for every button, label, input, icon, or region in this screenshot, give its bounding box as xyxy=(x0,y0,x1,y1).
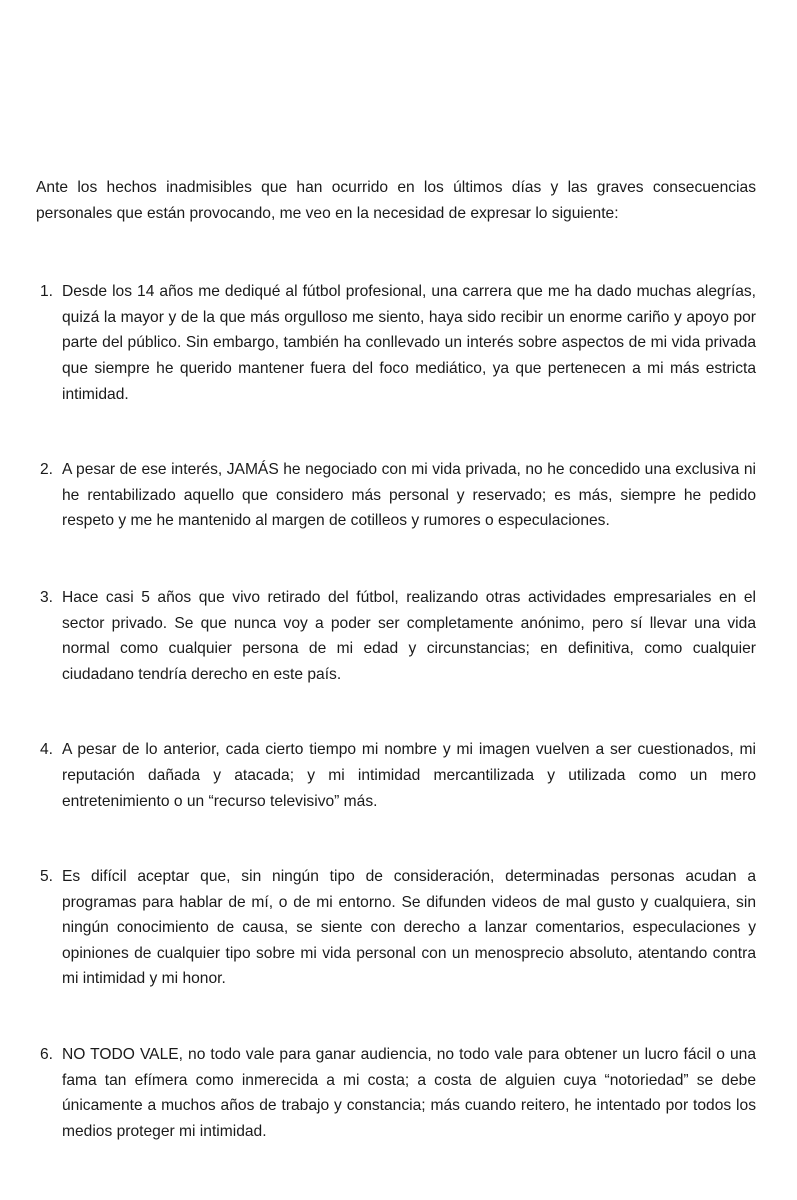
list-item xyxy=(36,457,756,534)
list-item xyxy=(36,864,756,992)
list-item xyxy=(36,585,756,687)
numbered-list xyxy=(36,279,756,1144)
list-item-number: 3. xyxy=(40,588,54,606)
list-item-number: 1. xyxy=(40,283,54,301)
list-item-text: Desde los 14 años me dediqué al fútbol profesional, una carrera que me ha dado muchas alegrías, quizá la mayor y de la que más orgulloso me siento, haya sido recibir un enorme cariño y apoyo por parte del público. Sin embargo, también ha conllevado un interés sobre aspectos de mi vida privada que siempre he querido mantener fuera del foco mediático, ya que pertenecen a mi más estricta intimidad. xyxy=(62,283,756,403)
list-item xyxy=(36,279,756,407)
list-item-text: NO TODO VALE, no todo vale para ganar audiencia, no todo vale para obtener un lucro fácil o una fama tan efímera como inmerecida a mi costa; a costa de alguien cuya “notoriedad” se debe únicamente a muchos años de trabajo y constancia; más cuando reitero, he intentado por todos los medios proteger mi intimidad. xyxy=(62,1046,756,1140)
list-item-number: 6. xyxy=(40,1046,54,1064)
list-item-number: 5. xyxy=(40,868,54,886)
list-item-text: A pesar de ese interés, JAMÁS he negociado con mi vida privada, no he concedido una exclusiva ni he rentabilizado aquello que considero más personal y reservado; es más, siempre he pedido respeto y me he mantenido al margen de cotilleos y rumores o especulaciones. xyxy=(62,461,756,530)
list-item xyxy=(36,1042,756,1144)
list-item-number: 4. xyxy=(40,741,54,759)
list-item-text: Es difícil aceptar que, sin ningún tipo de consideración, determinadas personas acudan a programas para hablar de mí, o de mi entorno. Se difunden videos de mal gusto y cualquiera, sin ningún conocimiento de causa, se siente con derecho a lanzar comentarios, especulaciones y opiniones de cualquier tipo sobre mi vida personal con un menosprecio absoluto, atentando contra mi intimidad y mi honor. xyxy=(62,868,756,988)
list-item xyxy=(36,737,756,814)
statement-body xyxy=(36,175,756,1144)
list-item-text: A pesar de lo anterior, cada cierto tiempo mi nombre y mi imagen vuelven a ser cuestionados, mi reputación dañada y atacada; y mi intimidad mercantilizada y utilizada como un mero entretenimiento o un “recurso televisivo” más. xyxy=(62,741,756,810)
intro-paragraph: Ante los hechos inadmisibles que han ocurrido en los últimos días y las graves consecuencias personales que están provocando, me veo en la necesidad de expresar lo siguiente: xyxy=(36,179,756,222)
list-item-text: Hace casi 5 años que vivo retirado del fútbol, realizando otras actividades empresariales en el sector privado. Se que nunca voy a poder ser completamente anónimo, pero sí llevar una vida normal como cualquier persona de mi edad y circunstancias; en definitiva, como cualquier ciudadano tendría derecho en este país. xyxy=(62,588,756,683)
list-item-number: 2. xyxy=(40,461,54,479)
